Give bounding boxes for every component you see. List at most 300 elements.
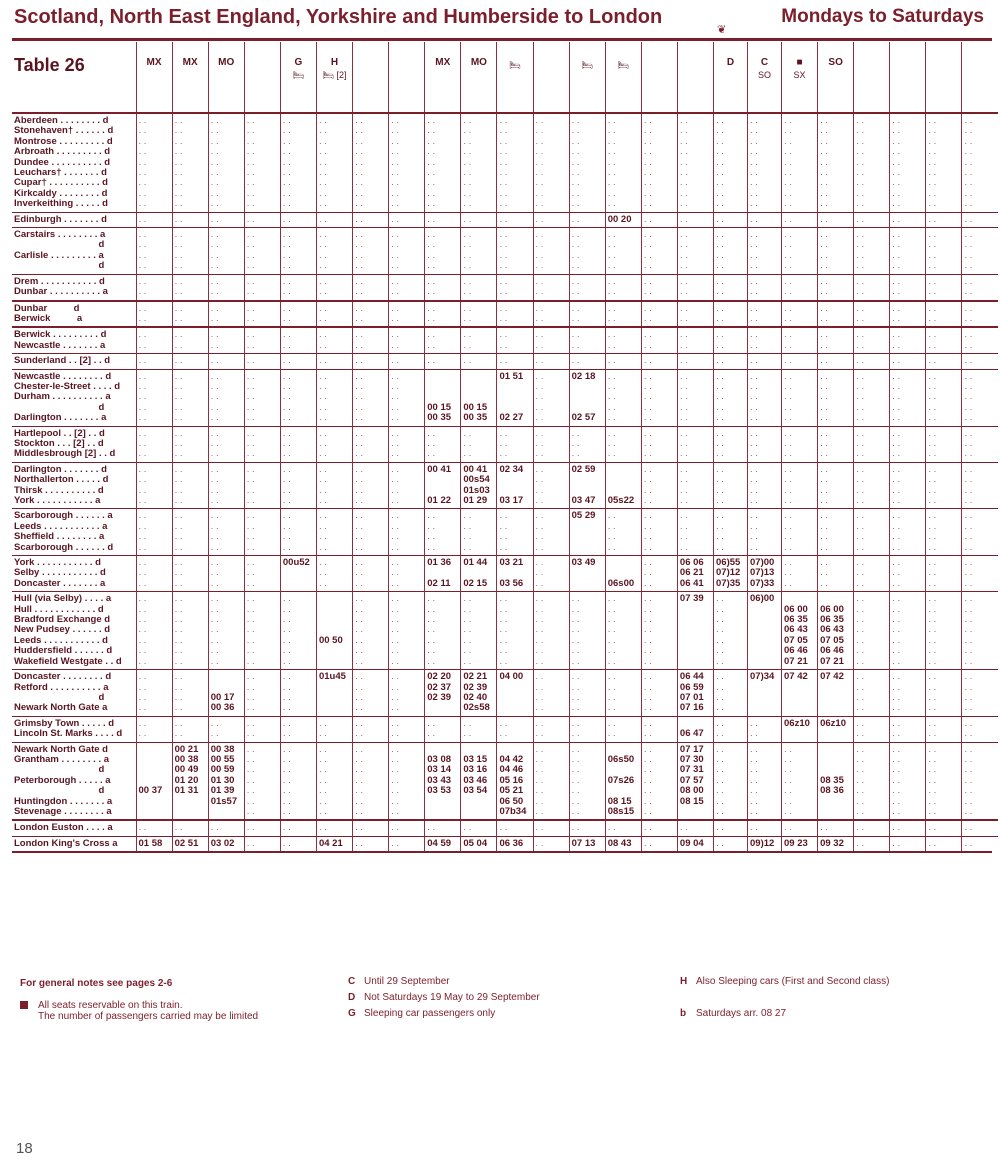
time-cell: . . . . . . . .	[890, 509, 926, 556]
station-names: Darlington . . . . . . . d Northallerton . . . . . d Thirsk . . . . . . . . . . d York . . . . . . . . . . . a	[12, 462, 136, 509]
station-group	[12, 354, 998, 369]
time-cell: . . . .	[136, 327, 172, 353]
column-header	[461, 42, 497, 113]
time-cell: 07 42	[818, 670, 854, 717]
column-header	[818, 42, 854, 113]
time-cell: . . . .	[890, 274, 926, 300]
time-cell: . . . .	[890, 301, 926, 328]
time-cell: . . . .	[854, 274, 890, 300]
column-header	[280, 42, 316, 113]
time-cell: . . . .	[533, 716, 569, 742]
time-cell: . .	[748, 820, 782, 836]
time-cell: . . . .	[316, 327, 352, 353]
time-cell: . .	[461, 820, 497, 836]
time-cell: . . . . . . . .	[208, 228, 244, 275]
time-cell: 00 21 00 38 00 49 01 20 01 31	[172, 742, 208, 820]
time-cell: . . . . . . . . . .	[926, 369, 962, 426]
time-cell: . . . . . .	[533, 556, 569, 592]
column-header	[353, 42, 389, 113]
time-cell: . .	[818, 212, 854, 227]
time-cell: . .	[353, 836, 389, 851]
time-cell: . . . .	[280, 716, 316, 742]
time-cell: . .	[353, 212, 389, 227]
time-cell: . . . .	[316, 301, 352, 328]
station-names: Doncaster . . . . . . . . d Retford . . . . . . . . . . a d Newark North Gate a	[12, 670, 136, 717]
time-cell: . . . . . . . .	[962, 509, 998, 556]
time-cell: . . . . . . . .	[316, 509, 352, 556]
time-cell: . . . . . . . . . .	[353, 369, 389, 426]
time-cell: 09 32	[818, 836, 854, 851]
time-cell: . . . . . . . . . . . . . .	[890, 592, 926, 670]
time-cell: . . . .	[389, 716, 425, 742]
time-cell: . .	[280, 836, 316, 851]
time-cell: . . . . . .	[316, 426, 352, 462]
time-cell: . . . . . . . .	[641, 509, 677, 556]
time-cell: 03 15 03 16 03 46 03 54	[461, 742, 497, 820]
column-code: MX	[146, 57, 162, 68]
station-group	[12, 592, 998, 670]
time-cell: . . . . . . . . . . . . . .	[389, 742, 425, 820]
time-cell: . . . . . . . .	[425, 228, 461, 275]
time-cell: . . . .	[389, 301, 425, 328]
time-cell: . . . . . .	[389, 556, 425, 592]
station-group	[12, 369, 998, 426]
station-group	[12, 716, 998, 742]
time-cell: . . . .	[244, 327, 280, 353]
time-cell: 01 44 02 15	[461, 556, 497, 592]
time-cell: . . . .	[425, 274, 461, 300]
time-cell: . . . .	[782, 301, 818, 328]
station-group	[12, 670, 998, 717]
time-cell: . .	[962, 820, 998, 836]
time-cell: . . . .	[854, 301, 890, 328]
time-cell: 06 00 06 35 06 43 07 05 06 46 07 21	[818, 592, 854, 670]
time-cell: . . . . . . . .	[748, 509, 782, 556]
time-cell: 06 44 06 59 07 01 07 16	[677, 670, 713, 717]
station-group	[12, 509, 998, 556]
column-facility: SO	[757, 70, 771, 81]
time-cell: . . . . . . . .	[533, 670, 569, 717]
time-cell: . .	[714, 212, 748, 227]
time-cell: . .	[714, 354, 748, 369]
time-cell: . . . .	[962, 274, 998, 300]
time-cell: . .	[316, 354, 352, 369]
time-cell: . . . . . . . .	[714, 462, 748, 509]
time-cell: . . . .	[136, 301, 172, 328]
time-cell: . . . .	[569, 301, 605, 328]
time-cell: . .	[748, 212, 782, 227]
time-cell: . . . .	[748, 716, 782, 742]
time-cell: . .	[533, 836, 569, 851]
time-cell: . .	[316, 212, 352, 227]
time-cell: . . . . . . . .	[461, 228, 497, 275]
time-cell: . . . . . . . . . .	[962, 369, 998, 426]
time-cell: . . . .	[389, 274, 425, 300]
time-cell: . .	[926, 820, 962, 836]
time-cell: . .	[389, 820, 425, 836]
time-cell: . . . .	[641, 716, 677, 742]
time-cell: . . . . . . . .	[136, 228, 172, 275]
time-cell: . . . . . . . .	[244, 509, 280, 556]
column-header	[962, 42, 998, 113]
time-cell: . . . . . . . .	[782, 509, 818, 556]
time-cell: 07)34	[748, 670, 782, 717]
column-header	[497, 42, 533, 113]
top-rule	[12, 38, 992, 41]
time-cell: . . . . . . . . . .	[172, 369, 208, 426]
time-cell: . . . .	[497, 716, 533, 742]
time-cell: 03 08 03 14 03 43 03 53	[425, 742, 461, 820]
time-cell: . .	[677, 820, 713, 836]
column-facility: 🛏	[581, 60, 593, 70]
time-cell: . .	[818, 820, 854, 836]
time-cell: . . . . . . . . . . . . . .	[353, 592, 389, 670]
column-facility: 🛏 [2]	[322, 70, 347, 81]
time-cell: 07 17 07 30 07 31 07 57 08 00 08 15	[677, 742, 713, 820]
time-cell: 05 04	[461, 836, 497, 851]
time-cell: 06s00	[605, 556, 641, 592]
column-header	[854, 42, 890, 113]
time-cell: 04 42 04 46 05 16 05 21 06 50 07b34	[497, 742, 533, 820]
time-cell: . . . . . . . . . . . . . . . . . .	[854, 113, 890, 212]
time-cell: . . . .	[425, 301, 461, 328]
time-cell: . . . . . . . .	[497, 228, 533, 275]
time-cell: . .	[353, 820, 389, 836]
time-cell: . . . . . . . . . .	[714, 369, 748, 426]
column-header	[782, 42, 818, 113]
time-cell: . . . . . .	[569, 426, 605, 462]
time-cell: 02 34 03 17	[497, 462, 533, 509]
time-cell: . . . . . . . . . . . . . . . . . .	[714, 113, 748, 212]
time-cell: 01 58	[136, 836, 172, 851]
time-cell: . .	[782, 820, 818, 836]
time-cell: . . . .	[962, 327, 998, 353]
time-cell: . .	[497, 820, 533, 836]
time-cell: . . . . . . . . . . . . . .	[962, 742, 998, 820]
time-cell: 02 18 02 57	[569, 369, 605, 426]
column-header	[244, 42, 280, 113]
time-cell: . . . . . . . .	[569, 670, 605, 717]
time-cell: . . . . . . . .	[818, 462, 854, 509]
time-cell: . . . . . . . . . . . . . .	[605, 592, 641, 670]
timetable	[12, 42, 998, 851]
station-group	[12, 556, 998, 592]
time-cell: . . . . . .	[244, 426, 280, 462]
time-cell: . . . . . . . .	[244, 670, 280, 717]
time-cell: . .	[136, 354, 172, 369]
time-cell: . . . . . .	[280, 426, 316, 462]
column-header	[890, 42, 926, 113]
time-cell: . . . . . . . .	[389, 670, 425, 717]
time-cell: . . . .	[244, 716, 280, 742]
time-cell: . . . .	[926, 716, 962, 742]
time-cell: . . . .	[425, 327, 461, 353]
footnote-key: H	[680, 976, 688, 987]
time-cell: 02 59 03 47	[569, 462, 605, 509]
column-code: D	[726, 57, 735, 68]
time-cell: . . . . . . . .	[172, 228, 208, 275]
time-cell: . .	[569, 820, 605, 836]
time-cell: . . . .	[208, 274, 244, 300]
time-cell: . . . . . . . . . .	[208, 369, 244, 426]
page-number: 18	[16, 1140, 33, 1157]
time-cell: . . . .	[818, 274, 854, 300]
time-cell: 07 39	[677, 592, 713, 670]
time-cell: . . . . . .	[641, 556, 677, 592]
time-cell: . .	[533, 212, 569, 227]
time-cell: . . . . . . . . . . . . . . . . . .	[280, 113, 316, 212]
footnote-key: b	[680, 1008, 687, 1019]
time-cell: . .	[280, 354, 316, 369]
time-cell: . . . .	[926, 301, 962, 328]
time-cell: . .	[641, 836, 677, 851]
footnote-d	[348, 992, 540, 1003]
time-cell: . . . .	[748, 274, 782, 300]
time-cell: . . . . . . . . . . . . . .	[389, 592, 425, 670]
time-cell: . . . . . . . .	[926, 509, 962, 556]
reservation-square-icon	[20, 1001, 28, 1009]
time-cell: . . . . . .	[425, 426, 461, 462]
station-names: Sunderland . . [2] . . d	[12, 354, 136, 369]
time-cell: . . . .	[353, 274, 389, 300]
general-notes: For general notes see pages 2-6	[20, 978, 173, 989]
time-cell: . . . .	[677, 274, 713, 300]
time-cell: . . . . . . . .	[926, 228, 962, 275]
time-cell: . . . . . .	[136, 426, 172, 462]
time-cell: . . . . . . . .	[962, 670, 998, 717]
time-cell: . . . . . . . .	[280, 462, 316, 509]
time-cell: . . . .	[569, 716, 605, 742]
time-cell: . . . .	[280, 327, 316, 353]
station-group	[12, 274, 998, 300]
time-cell: . . . . . . . . . . . . . .	[569, 592, 605, 670]
time-cell: . . . . . .	[714, 426, 748, 462]
time-cell: . . . . . .	[641, 426, 677, 462]
time-cell: . . . . . . . .	[244, 462, 280, 509]
time-cell: . .	[569, 212, 605, 227]
time-cell: . .	[533, 354, 569, 369]
time-cell: . . . . . . . . . . . . . .	[280, 592, 316, 670]
time-cell: . . . . . . . . . . . . . .	[926, 742, 962, 820]
time-cell: . .	[714, 820, 748, 836]
time-cell: . . . . . . . .	[208, 509, 244, 556]
footnote-text: Sleeping car passengers only	[364, 1008, 496, 1019]
time-cell: . . . . . . . .	[533, 509, 569, 556]
time-cell: . . . .	[962, 301, 998, 328]
time-cell: . . . .	[497, 301, 533, 328]
time-cell: . . . . . . . . . . . . . . . . . .	[641, 113, 677, 212]
time-cell: . . . . . . . . . . . . . . . . . .	[533, 113, 569, 212]
time-cell: . . . . . .	[353, 556, 389, 592]
time-cell: . . . . . . . . . .	[854, 369, 890, 426]
time-cell: . . . . . . . . . . . . . . . . . .	[926, 113, 962, 212]
time-cell: . .	[136, 820, 172, 836]
column-header	[748, 42, 782, 113]
station-group	[12, 462, 998, 509]
time-cell: . . . . . . . .	[677, 228, 713, 275]
time-cell: . . . . . . . . . . . . . . . . . .	[497, 113, 533, 212]
time-cell: . . . . . . . . . . . . . . . . . .	[136, 113, 172, 212]
time-cell: . .	[389, 212, 425, 227]
footnote-text: Until 29 September	[364, 976, 450, 987]
time-cell: . . . . . . . . . . . . . .	[244, 592, 280, 670]
time-cell: . . . . . . . .	[136, 509, 172, 556]
time-cell: 04 59	[425, 836, 461, 851]
footnote-key: G	[348, 1008, 356, 1019]
station-names: Carstairs . . . . . . . . a d Carlisle . . . . . . . . . a d	[12, 228, 136, 275]
time-cell: . . . . . .	[818, 556, 854, 592]
time-cell: 06)55 07)12 07)35	[714, 556, 748, 592]
time-cell: . . . . . .	[854, 426, 890, 462]
time-cell: . . . . . . . . . . . . . . . . . .	[890, 113, 926, 212]
time-cell: . . . . . . . .	[316, 462, 352, 509]
time-cell: . . . . . . . . . . . . . .	[641, 742, 677, 820]
time-cell: 02 20 02 37 02 39	[425, 670, 461, 717]
column-facility: SX	[793, 70, 806, 81]
time-cell: . .	[280, 212, 316, 227]
column-code: H	[330, 57, 339, 68]
time-cell: . . . . . . . . . . . . . . . . . .	[244, 113, 280, 212]
time-cell: . . . .	[926, 327, 962, 353]
time-cell: . . . . . . . .	[605, 670, 641, 717]
time-cell: . . . . . .	[962, 556, 998, 592]
time-cell: . . . .	[353, 301, 389, 328]
column-code: G	[294, 57, 303, 68]
time-cell: . . . . . . . . . . . . . .	[316, 742, 352, 820]
station-group	[12, 228, 998, 275]
time-cell: 01u45	[316, 670, 352, 717]
time-cell: . . . . . . . . . . . . . . . . . .	[425, 113, 461, 212]
time-cell: . .	[533, 820, 569, 836]
time-cell: . . . .	[854, 716, 890, 742]
time-cell: 06 00 06 35 06 43 07 05 06 46 07 21	[782, 592, 818, 670]
column-facility: 🛏	[509, 60, 521, 70]
time-cell: . .	[890, 212, 926, 227]
time-cell: . . . . . . . . . . . . . .	[854, 742, 890, 820]
time-cell: . .	[605, 820, 641, 836]
time-cell: . . . . . . . . . . . . . .	[461, 592, 497, 670]
time-cell: . . . .	[714, 327, 748, 353]
time-cell: . . . . . . . .	[782, 462, 818, 509]
reservation-line-1: All seats reservable on this train.	[38, 1000, 183, 1011]
time-cell: . . . . . . . .	[677, 462, 713, 509]
station-names: Hartlepool . . [2] . . d Stockton . . . [2] . . d Middlesbrough [2] . . d	[12, 426, 136, 462]
time-cell: . . . . . . . .	[714, 509, 748, 556]
time-cell: . . . . . . . .	[389, 462, 425, 509]
time-cell: . . . .	[677, 327, 713, 353]
column-header	[172, 42, 208, 113]
time-cell: . . . . . .	[172, 426, 208, 462]
time-cell: . . . . . . . . . . . . . .	[962, 592, 998, 670]
table-number: Table 26	[12, 42, 136, 113]
column-header	[208, 42, 244, 113]
footnote-h	[680, 976, 889, 987]
time-cell: 00 20	[605, 212, 641, 227]
time-cell: . . . . . . . . . . . . . . . . . .	[461, 113, 497, 212]
time-cell: . . . . . . . .	[533, 462, 569, 509]
time-cell: . . . .	[677, 301, 713, 328]
time-cell: . .	[962, 354, 998, 369]
time-cell: . . . .	[461, 301, 497, 328]
station-names: London Euston . . . . a	[12, 820, 136, 836]
time-cell: . .	[890, 836, 926, 851]
time-cell: . .	[136, 212, 172, 227]
footnote-text: Also Sleeping cars (First and Second class)	[696, 976, 890, 987]
station-group	[12, 426, 998, 462]
time-cell: . . . .	[533, 327, 569, 353]
time-cell: . . . . . .	[208, 556, 244, 592]
page-title: Scotland, North East England, Yorkshire and Humberside to London	[14, 6, 663, 28]
time-cell: 03 02	[208, 836, 244, 851]
time-cell: . . . . . . . .	[714, 670, 748, 717]
time-cell: . .	[569, 354, 605, 369]
time-cell: . . . .	[533, 301, 569, 328]
time-cell: . . . . . .	[172, 556, 208, 592]
column-header	[605, 42, 641, 113]
time-cell: . . . . . . . .	[389, 228, 425, 275]
time-cell: . .	[926, 354, 962, 369]
time-cell: 00 38 00 55 00 59 01 30 01 39 01s57	[208, 742, 244, 820]
time-cell: . . . . . . . .	[818, 228, 854, 275]
time-cell: 00 41 00s54 01s03 01 29	[461, 462, 497, 509]
time-cell: . . . . . . . . . . . . . .	[533, 592, 569, 670]
time-cell: . . . . . . . .	[677, 509, 713, 556]
time-cell: . .	[890, 354, 926, 369]
header-row	[12, 42, 998, 113]
time-cell: . .	[316, 820, 352, 836]
time-cell: . . . . . . . . . .	[641, 369, 677, 426]
time-cell: . . . . . . . . . .	[748, 369, 782, 426]
column-header	[569, 42, 605, 113]
column-header	[714, 42, 748, 113]
time-cell: . .	[782, 212, 818, 227]
time-cell: . . . . . . . . . . . . . .	[280, 742, 316, 820]
time-cell: . . . . . . . .	[748, 228, 782, 275]
time-cell: . .	[677, 354, 713, 369]
station-group	[12, 836, 998, 851]
time-cell: . . . . . . . . . . . . . .	[714, 592, 748, 670]
column-header	[677, 42, 713, 113]
time-cell: . . . .	[497, 274, 533, 300]
time-cell: . . . . . . . . . . . . . . . . . .	[782, 113, 818, 212]
time-cell: . . . . . . . . . . . . . .	[172, 592, 208, 670]
time-cell: . . . .	[605, 327, 641, 353]
time-cell: . . . . . . . . . .	[244, 369, 280, 426]
time-cell: . .	[818, 354, 854, 369]
time-cell: . . . . . . . . . .	[677, 369, 713, 426]
time-cell: . . . . . . . . . . . . . . . . . .	[353, 113, 389, 212]
time-cell: . . . . . . . . . . . . . .	[782, 742, 818, 820]
time-cell: . .	[890, 820, 926, 836]
time-cell: . . . . . . . .	[533, 228, 569, 275]
time-cell: . . . .	[389, 327, 425, 353]
time-cell: 09)12	[748, 836, 782, 851]
bottom-rule	[12, 851, 992, 853]
time-cell: . . . . . . . . . . . . . . . . . .	[172, 113, 208, 212]
time-cell: 00 15 00 35	[425, 369, 461, 426]
time-cell: . . . . . . . . . . . . . . . . . .	[605, 113, 641, 212]
time-cell: . . . .	[748, 327, 782, 353]
time-cell: . . . .	[641, 327, 677, 353]
station-names: Dunbar d Berwick a	[12, 301, 136, 328]
time-cell: . . . . . . . . . .	[533, 369, 569, 426]
column-header	[533, 42, 569, 113]
time-cell: . . . .	[280, 274, 316, 300]
time-cell: . .	[208, 212, 244, 227]
time-cell: 08 43	[605, 836, 641, 851]
time-cell: . . . . . .	[818, 426, 854, 462]
station-names: Newcastle . . . . . . . . d Chester-le-Street . . . . d Durham . . . . . . . . . . a d Darlington . . . . . . . a	[12, 369, 136, 426]
